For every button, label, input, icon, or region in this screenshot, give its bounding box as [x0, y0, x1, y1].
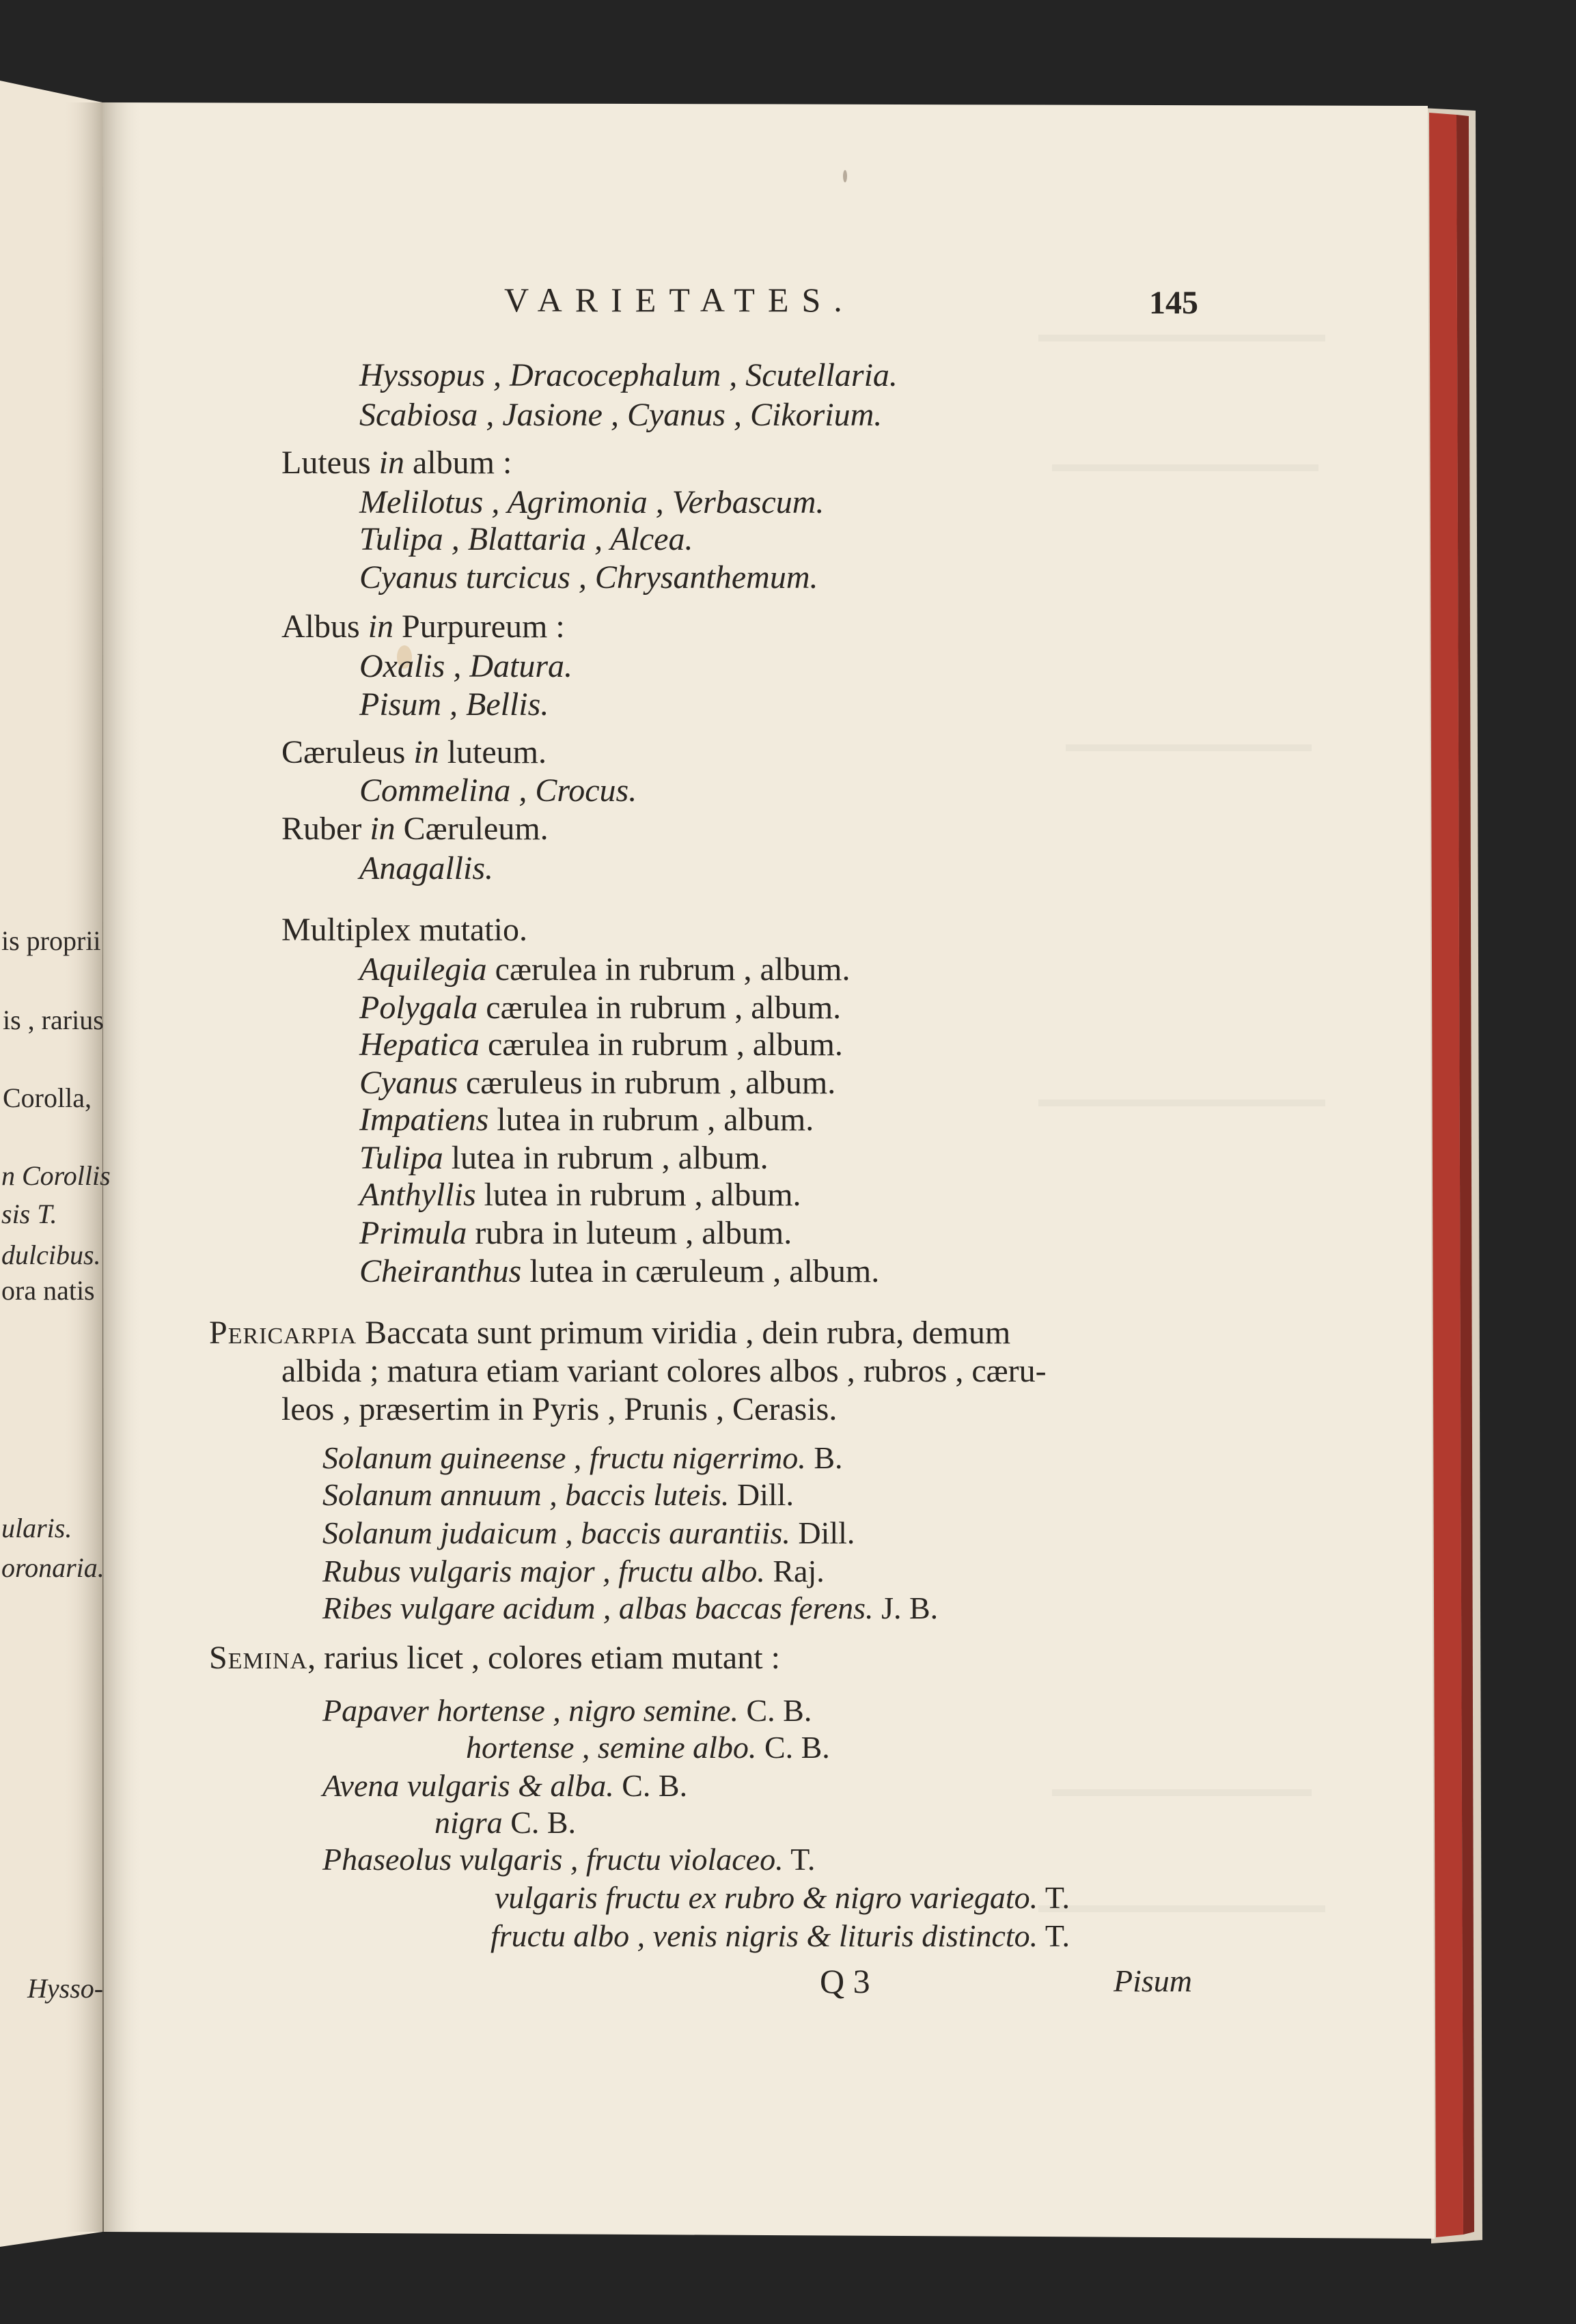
multiplex-row: Cyanus cæruleus in rubrum , album. [359, 1065, 836, 1101]
left-page-fragment: oronaria. [1, 1552, 105, 1583]
signature-mark: Q 3 [820, 1962, 870, 2000]
left-page-fragment: is , rarius [3, 1005, 104, 1035]
semina-example: Avena vulgaris & alba. C. B. [322, 1768, 688, 1803]
pericarpia-example: Ribes vulgare acidum , albas baccas ferens. J. B. [322, 1591, 939, 1625]
left-page-fragment: is proprii [1, 925, 101, 956]
color-change-heading: Cæruleus in luteum. [281, 734, 547, 770]
page-number: 145 [1149, 285, 1198, 321]
foxing-spot [843, 170, 847, 182]
pericarpia-paragraph-line: Pericarpia Baccata sunt primum viridia , dein rubra, demum [209, 1315, 1011, 1351]
multiplex-heading: Multiplex mutatio. [281, 912, 527, 948]
multiplex-row: Primula rubra in luteum , album. [359, 1215, 792, 1251]
color-change-heading: Luteus in album : [281, 445, 512, 481]
pericarpia-example: Solanum guineense , fructu nigerrimo. B. [322, 1440, 843, 1475]
pericarpia-example: Solanum annuum , baccis luteis. Dill. [322, 1477, 794, 1512]
species-line: Anagallis. [359, 850, 494, 886]
color-change-heading: Ruber in Cæruleum. [281, 811, 549, 847]
multiplex-row: Polygala cærulea in rubrum , album. [359, 990, 842, 1026]
pericarpia-example: Rubus vulgaris major , fructu albo. Raj. [322, 1554, 825, 1588]
semina-example: vulgaris fructu ex rubro & nigro variegato. T. [495, 1880, 1070, 1915]
species-line: Commelina , Crocus. [359, 772, 637, 809]
multiplex-row: Aquilegia cærulea in rubrum , album. [359, 951, 851, 988]
species-line: Tulipa , Blattaria , Alcea. [359, 521, 693, 557]
pericarpia-paragraph-line: leos , præsertim in Pyris , Prunis , Cerasis. [281, 1391, 838, 1427]
multiplex-row: Tulipa lutea in rubrum , album. [359, 1140, 769, 1176]
left-page-fragment: dulcibus. [1, 1240, 101, 1270]
semina-paragraph-line: Semina, rarius licet , colores etiam mutant : [209, 1640, 780, 1676]
left-page-fragment: ora natis [1, 1275, 95, 1306]
left-page-fragment: sis T. [1, 1199, 57, 1229]
multiplex-row: Hepatica cærulea in rubrum , album. [359, 1026, 843, 1063]
semina-example: Phaseolus vulgaris , fructu violaceo. T. [322, 1842, 816, 1877]
pericarpia-paragraph-line: albida ; matura etiam variant colores albos , rubros , cæru- [281, 1353, 1047, 1389]
pericarpia-example: Solanum judaicum , baccis aurantiis. Dill. [322, 1515, 855, 1550]
left-page-fragment: n Corollis [1, 1160, 111, 1191]
semina-example: hortense , semine albo. C. B. [466, 1730, 830, 1765]
left-page-fragment: Hysso- [27, 1973, 104, 2004]
pericarpia-label: Pericarpia [209, 1315, 357, 1351]
left-page-fragment: ularis. [1, 1513, 72, 1543]
multiplex-row: Anthyllis lutea in rubrum , album. [359, 1177, 801, 1213]
semina-example: nigra C. B. [434, 1805, 577, 1840]
color-change-heading: Albus in Purpureum : [281, 608, 565, 645]
catchword: Pisum [1114, 1963, 1192, 1998]
running-head: VARIETATES. [504, 281, 855, 319]
species-line: Hyssopus , Dracocephalum , Scutellaria. [359, 357, 898, 393]
species-line: Pisum , Bellis. [359, 686, 549, 723]
species-line: Oxalis , Datura. [359, 648, 572, 684]
species-line: Scabiosa , Jasione , Cyanus , Cikorium. [359, 397, 883, 433]
multiplex-row: Impatiens lutea in rubrum , album. [359, 1102, 814, 1138]
semina-label: Semina [209, 1640, 308, 1676]
species-line: Cyanus turcicus , Chrysanthemum. [359, 559, 818, 596]
left-page-fragment: Corolla, [3, 1082, 92, 1113]
species-line: Melilotus , Agrimonia , Verbascum. [359, 484, 825, 520]
semina-example: Papaver hortense , nigro semine. C. B. [322, 1693, 812, 1728]
multiplex-row: Cheiranthus lutea in cæruleum , album. [359, 1253, 880, 1289]
semina-example: fructu albo , venis nigris & lituris distincto. T. [490, 1918, 1070, 1953]
